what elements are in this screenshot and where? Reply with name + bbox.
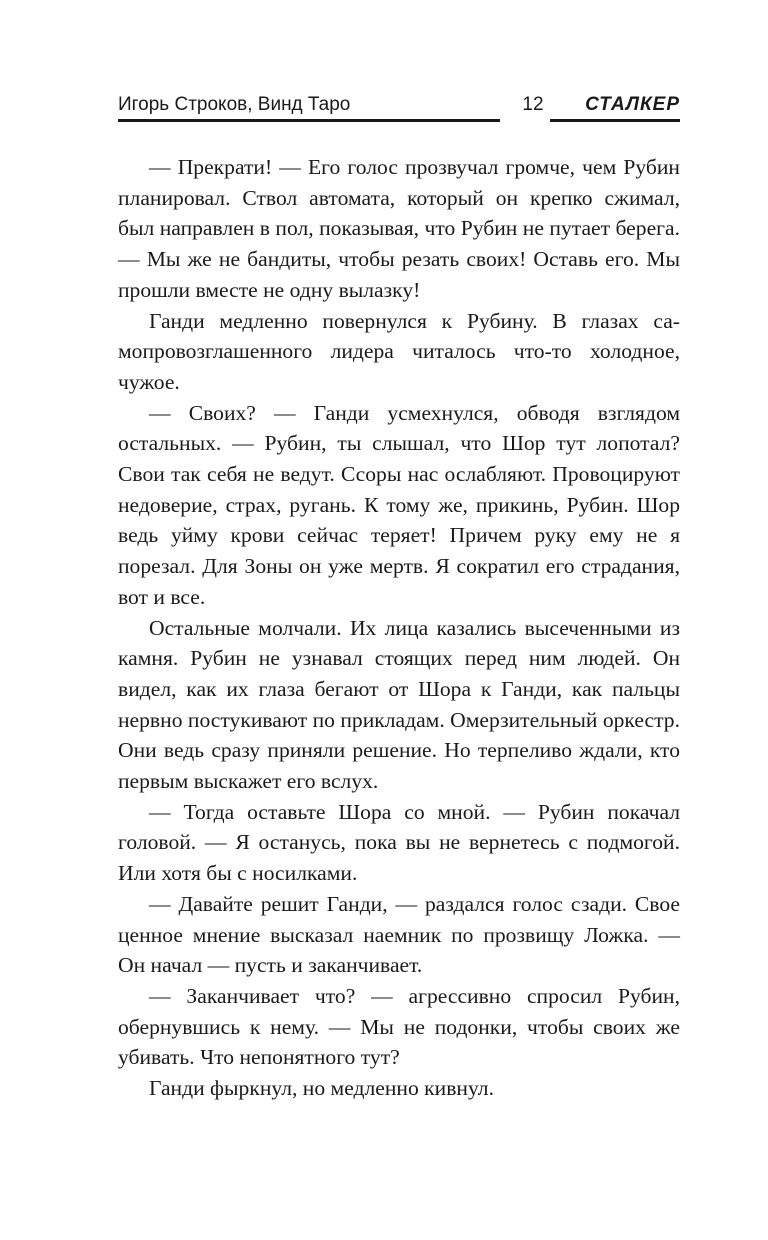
- paragraph: — Своих? — Ганди усмехнулся, обводя взглядом остальных. — Рубин, ты слышал, что Шор тут лопотал? Свои так себя не ведут. Ссоры нас ослабляют. Провоцируют недоверие, страх, ругань. К тому же, прикинь, Рубин. Шор ведь уйму крови сейчас теряет! Причем руку ему не я порезал. Для Зоны он уже мертв. Я сократил его страдания, вот и все.: [118, 400, 680, 609]
- paragraph: Остальные молчали. Их лица казались высеченными из камня. Рубин не узнавал стоящих перед ним людей. Он видел, как их глаза бегают от Шора к Ганди, как пальцы нервно постукивают по прикладам. Омерзительный оркестр. Они ведь сразу приняли решение. Но терпеливо ждали, кто первым выскажет его вслух.: [118, 615, 680, 794]
- paragraph: Ганди медленно повернулся к Рубину. В глазах самопровозглашенного лидера читалось что-то холодное, чужое.: [118, 308, 680, 394]
- paragraph: Ганди фыркнул, но медленно кивнул.: [149, 1076, 494, 1101]
- paragraph: — Прекрати! — Его голос прозвучал громче, чем Рубин планировал. Ствол автомата, который он крепко сжимал, был направлен в пол, показывая, что Рубин не путает берега. — Мы же не бандиты, чтобы резать своих! Оставь его. Мы прошли вместе не одну вылазку!: [118, 155, 680, 302]
- page-number: 12: [522, 94, 544, 115]
- series-title: СТАЛКЕР: [585, 94, 680, 115]
- paragraph: — Тогда оставьте Шора со мной. — Рубин покачал головой. — Я останусь, пока вы не вернетесь с подмогой. Или хотя бы с носилками.: [118, 799, 680, 886]
- series-underline: [550, 119, 680, 122]
- body-text: [118, 152, 680, 1104]
- author-underline: [118, 119, 500, 122]
- paragraph: — Давайте решит Ганди, — раздался голос сзади. Свое ценное мнение высказал наемник по прозвищу Ложка. — Он начал — пусть и заканчивает.: [118, 891, 680, 978]
- running-header: [118, 94, 680, 124]
- paragraph: — Заканчивает что? — агрессивно спросил Рубин, обернувшись к нему. — Мы не подонки, чтобы своих же убивать. Что непонятного тут?: [118, 983, 680, 1070]
- author-name: Игорь Строков, Винд Таро: [118, 94, 351, 115]
